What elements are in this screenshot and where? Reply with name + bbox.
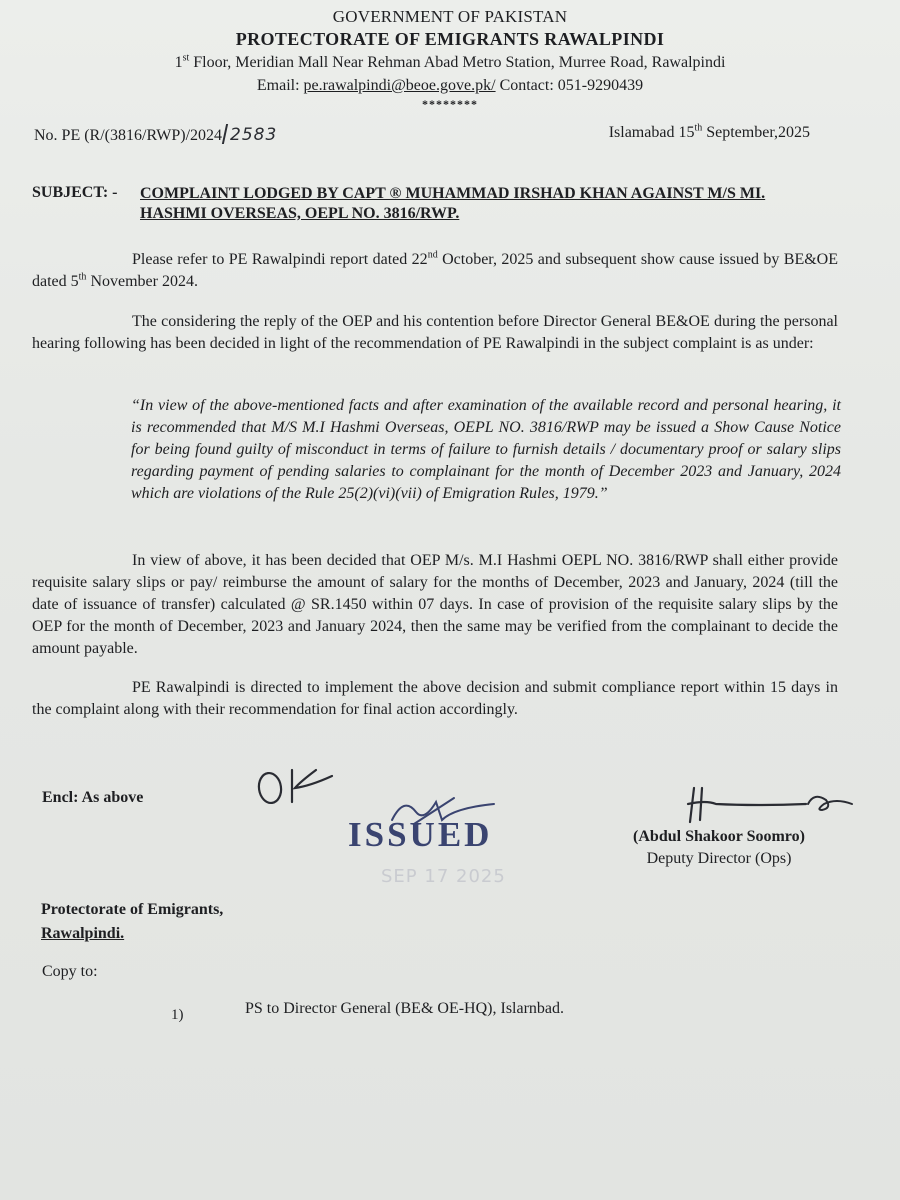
handwritten-number: 2583 <box>230 125 278 145</box>
issued-stamp-date: SEP 17 2025 <box>381 866 506 887</box>
email-link[interactable]: pe.rawalpindi@beoe.gove.pk/ <box>303 77 496 94</box>
enclosure-note: Encl: As above <box>42 789 144 806</box>
copy-item-text: PS to Director General (BE& OE-HQ), Islarnbad. <box>245 1000 565 1017</box>
copy-to-label: Copy to: <box>42 963 98 980</box>
letterhead-contact: Email: pe.rawalpindi@beoe.gove.pk/ Contact: 051-9290439 <box>256 77 644 94</box>
paragraph-reference: Please refer to PE Rawalpindi report dated 22nd October, 2025 and subsequent show cause issued by BE&OE dated 5th November 2024. <box>32 249 839 290</box>
recommendation-quote: “In view of the above-mentioned facts and after examination of the available record and personal hearing, it is recommended that M/S M.I Hashmi Overseas, OEPL NO. 3816/RWP may be issued a Show Cause Notice for being found guilty of misconduct in terms of failure to furnish details / documentary proof or salary slips regarding payment of pending salaries to complainant for the month of December 2023 and January, 2024 which are violations of the Rule 25(2)(vi)(vii) of Emigration Rules, 1979.” <box>131 397 841 502</box>
signatory-name: (Abdul Shakoor Soomro) <box>633 828 805 845</box>
recipient-block <box>41 898 223 946</box>
signature-icon <box>676 782 856 832</box>
paragraph-directive: PE Rawalpindi is directed to implement the above decision and submit compliance report within 15 days in the complaint along with their recommendation for final action accordingly. <box>32 679 838 718</box>
paragraph-decision-intro: The considering the reply of the OEP and his contention before Director General BE&OE during the personal hearing following has been decided in light of the recommendation of PE Rawalpindi in the subject complaint is as under: <box>32 313 838 352</box>
letterhead-government: GOVERNMENT OF PAKISTAN <box>332 7 568 26</box>
slash-mark <box>222 124 228 144</box>
recipient-city: Rawalpindi. <box>41 925 125 942</box>
subject-text: COMPLAINT LODGED BY CAPT ® MUHAMMAD IRSHAD KHAN AGAINST M/S MI. HASHMI OVERSEAS, OEPL NO. 3816/RWP. <box>140 185 766 222</box>
signatory-title: Deputy Director (Ops) <box>646 850 792 867</box>
recipient-office: Protectorate of Emigrants, <box>41 901 224 918</box>
letterhead-address: 1st Floor, Meridian Mall Near Rehman Abad Metro Station, Murree Road, Rawalpindi <box>174 52 726 71</box>
copy-item-number: 1) <box>171 1007 184 1023</box>
paragraph-decision: In view of above, it has been decided that OEP M/s. M.I Hashmi OEPL NO. 3816/RWP shall either provide requisite salary slips or pay/ reimburse the amount of salary for the months of December, 2023 and January, 2024 (till the date of issuance of transfer) calculated @ SR.1450 within 07 days. In case of provision of the requisite salary slips by the OEP for the month of December, 2023 and January 2024, then the same may be verified from the complainant to decide the amount payable. <box>32 552 838 657</box>
reference-date: Islamabad 15th September,2025 <box>608 122 810 141</box>
handwritten-ok-mark <box>252 760 352 810</box>
reference-number: No. PE (R/(3816/RWP)/2024 2583 <box>34 125 278 145</box>
issued-stamp: ISSUED <box>348 815 493 854</box>
signatory-block <box>614 826 824 870</box>
letterhead-separator: ******** <box>422 97 478 111</box>
subject-label: SUBJECT: - <box>32 184 118 201</box>
letterhead-office: PROTECTORATE OF EMIGRANTS RAWALPINDI <box>235 29 665 49</box>
